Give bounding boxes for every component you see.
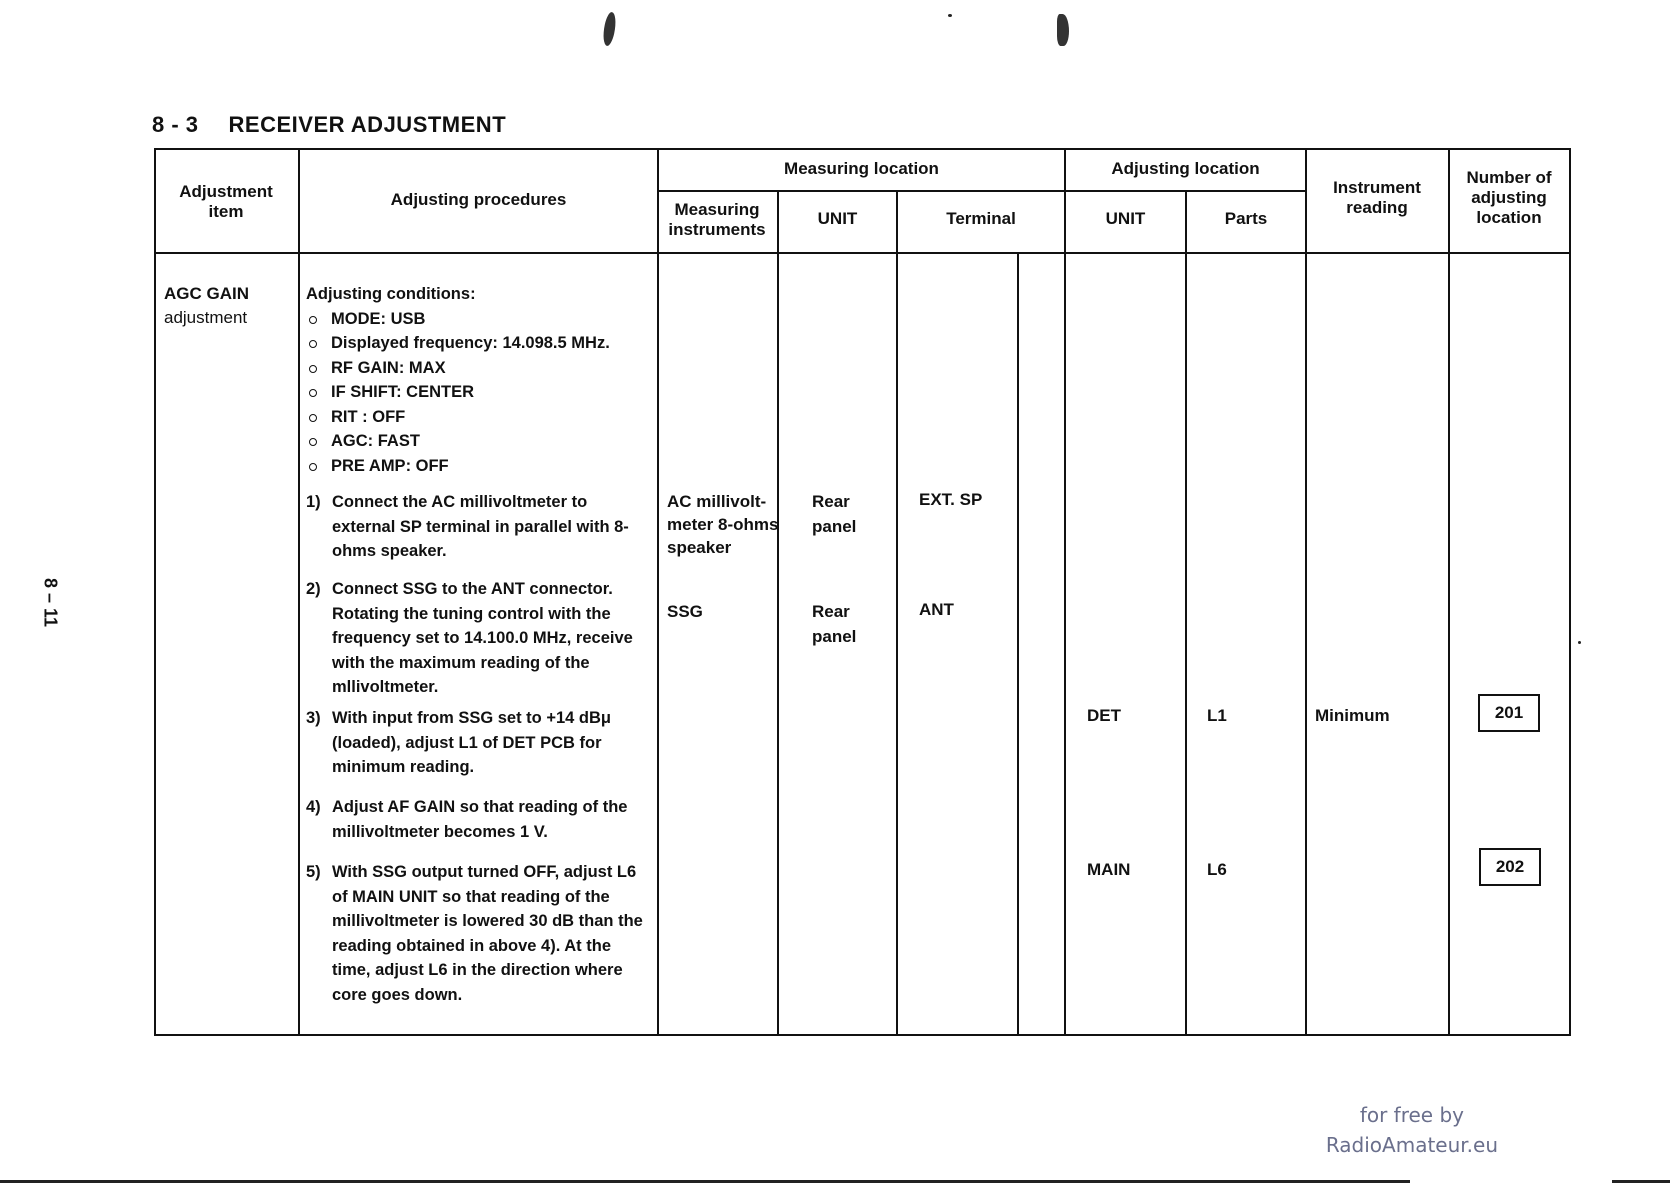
header-terminal: Terminal	[946, 209, 1016, 228]
step-text: Adjust AF GAIN so that reading of the millivoltmeter becomes 1 V.	[332, 798, 628, 841]
col-divider	[896, 190, 898, 1036]
instrument-reading-minimum: Minimum	[1315, 706, 1390, 725]
condition-item: AGC: FAST	[306, 429, 656, 454]
page-number: 8 – 11	[40, 577, 61, 628]
col-divider	[1185, 190, 1187, 1036]
location-number-box: 201	[1478, 694, 1540, 732]
step-text: With SSG output turned OFF, adjust L6 of MAIN UNIT so that reading of the millivoltmeter is lowered 30 dB than the reading obtained in above 4). At the time, adjust L6 in the direction where core goes down.	[332, 863, 643, 1004]
procedure-step-4	[306, 795, 652, 844]
step-text: Connect SSG to the ANT connector. Rotating the tuning control with the frequency set to 14.100.0 MHz, receive with the maximum reading of the mllivoltmeter.	[332, 580, 633, 696]
measuring-instrument-1: AC millivolt- meter 8-ohms speaker	[667, 492, 779, 557]
procedure-step-1	[306, 490, 652, 564]
bottom-rule	[0, 1180, 1410, 1183]
measuring-terminal-1: EXT. SP	[919, 490, 983, 509]
section-number: 8 - 3	[152, 112, 199, 137]
col-divider	[777, 190, 779, 1036]
col-divider	[657, 148, 659, 1036]
measuring-instrument-2: SSG	[667, 602, 703, 621]
step-text: Connect the AC millivoltmeter to external SP terminal in parallel with 8-ohms speaker.	[332, 493, 629, 560]
step-number: 5)	[306, 863, 321, 881]
step-text: With input from SSG set to +14 dBμ (loaded), adjust L1 of DET PCB for minimum reading.	[332, 709, 612, 776]
conditions-title: Adjusting conditions:	[306, 285, 476, 303]
scan-speck	[948, 14, 952, 17]
col-divider	[1448, 148, 1450, 1036]
item-name: AGC GAIN	[164, 284, 249, 303]
table-border-left	[154, 148, 156, 1036]
step-number: 3)	[306, 709, 321, 727]
header-measuring-location: Measuring location	[784, 159, 939, 178]
procedure-step-3	[306, 706, 652, 780]
footer-credit	[1326, 1100, 1498, 1160]
adjusting-part-l6: L6	[1207, 860, 1227, 879]
condition-item: PRE AMP: OFF	[306, 454, 656, 479]
condition-item: MODE: USB	[306, 307, 656, 332]
section-title	[152, 112, 506, 138]
adjusting-unit-det: DET	[1087, 706, 1121, 725]
step-number: 4)	[306, 798, 321, 816]
header-parts: Parts	[1224, 209, 1268, 228]
scan-speck	[1578, 641, 1581, 644]
table-border-bottom	[154, 1034, 1571, 1036]
scan-speck	[601, 11, 619, 47]
footer-line-1: for free by	[1359, 1103, 1464, 1127]
subheader-divider	[657, 190, 1305, 192]
header-divider	[154, 252, 1571, 254]
scan-speck	[1057, 14, 1069, 46]
col-divider	[1017, 252, 1019, 1036]
header-measuring-unit: UNIT	[817, 209, 858, 228]
measuring-unit-1: Rear panel	[812, 492, 857, 536]
procedure-step-2	[306, 577, 652, 700]
col-divider	[1305, 148, 1307, 1036]
table-border-top	[154, 148, 1571, 150]
footer-line-2: RadioAmateur.eu	[1325, 1133, 1498, 1157]
header-number-of-locations: Number of adjusting location	[1466, 168, 1552, 227]
procedure-step-5	[306, 860, 652, 1007]
header-adjusting-unit: UNIT	[1105, 209, 1146, 228]
condition-item: IF SHIFT: CENTER	[306, 380, 656, 405]
header-adjusting-location: Adjusting location	[1111, 159, 1260, 178]
bottom-rule	[1612, 1180, 1670, 1183]
adjusting-part-l1: L1	[1207, 706, 1227, 725]
measuring-terminal-2: ANT	[919, 600, 954, 619]
condition-item: RF GAIN: MAX	[306, 356, 656, 381]
location-number-box: 202	[1479, 848, 1541, 886]
adjusting-unit-main: MAIN	[1087, 860, 1131, 879]
table-border-right	[1569, 148, 1571, 1036]
item-sub: adjustment	[164, 308, 248, 327]
step-number: 2)	[306, 580, 321, 598]
measuring-unit-2: Rear panel	[812, 602, 857, 646]
adjusting-conditions	[306, 282, 656, 478]
col-divider	[1064, 148, 1066, 1036]
section-title-text: RECEIVER ADJUSTMENT	[228, 112, 507, 137]
step-number: 1)	[306, 493, 321, 511]
condition-item: Displayed frequency: 14.098.5 MHz.	[306, 331, 656, 356]
header-instrument-reading: Instrument reading	[1333, 178, 1421, 217]
header-adjusting-procedures: Adjusting procedures	[390, 190, 567, 209]
col-divider	[298, 148, 300, 1036]
condition-item: RIT : OFF	[306, 405, 656, 430]
header-measuring-instruments: Measuring instruments	[668, 200, 766, 239]
header-adjustment-item: Adjustment item	[179, 182, 273, 221]
